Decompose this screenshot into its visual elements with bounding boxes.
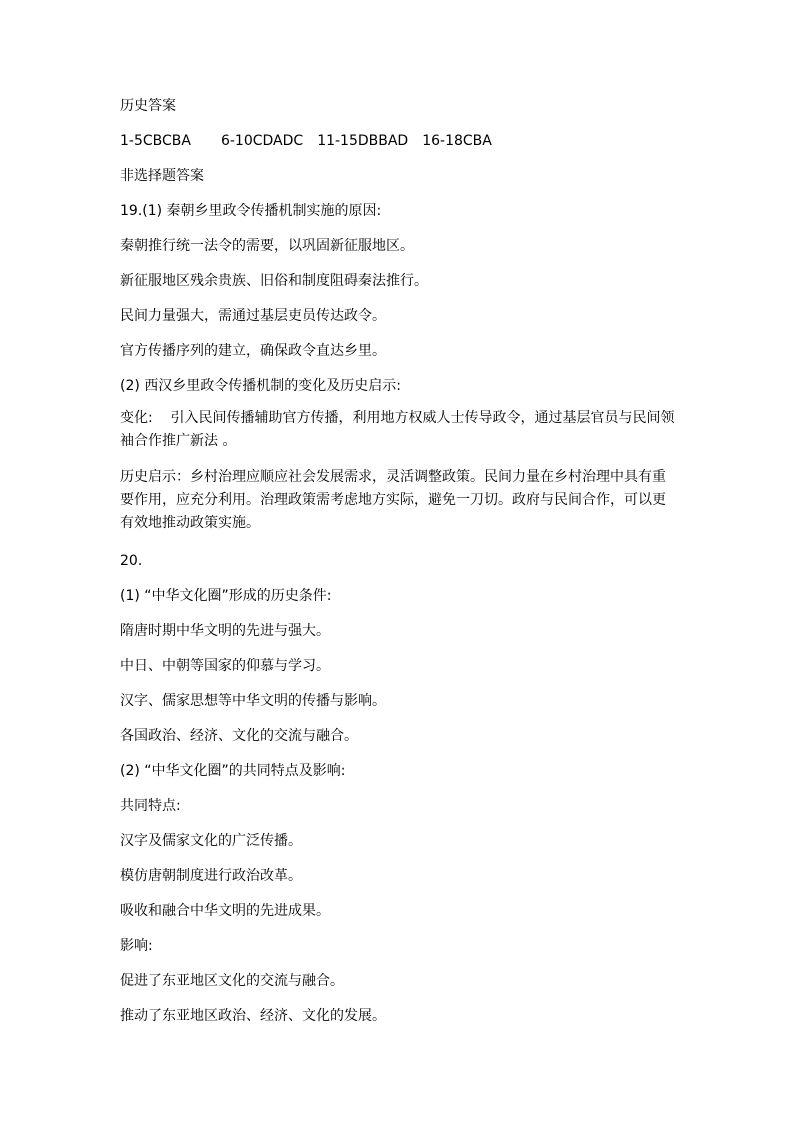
q20-part2-title: (2) “中华文化圈”的共同特点及影响: [120,763,346,779]
q20-impact-title: 影响: [120,938,153,954]
q19-part1-title: 19.(1) 秦朝乡里政令传播机制实施的原因: [120,203,382,219]
q20-feature-item: 吸收和融合中华文明的先进成果。 [120,903,330,919]
q20-features-title: 共同特点: [120,798,181,814]
non-choice-heading: 非选择题答案 [120,168,204,184]
answer-group-1: 1-5CBCBA [120,133,191,149]
answer-group-2: 6-10CDADC [220,133,304,149]
q19-insight-paragraph: 历史启示：乡村治理应顺应社会发展需求，灵活调整政策。民间力量在乡村治理中具有重要作用，应充分利用。治理政策需考虑地方实际，避免一刀切。政府与民间合作，可以更有效地推动政策实施。 [120,469,666,531]
q19-part1-item: 官方传播序列的建立，确保政令直达乡里。 [120,343,386,359]
q19-change-paragraph: 变化: 引入民间传播辅助官方传播，利用地方权威人士传导政令，通过基层官员与民间领袖合作推广新法 。 [120,410,675,449]
choice-answers [120,133,492,149]
q20-part1-title: (1) “中华文化圈”形成的历史条件: [120,588,332,604]
q20-part1-item: 各国政治、经济、文化的交流与融合。 [120,728,358,744]
q20-impact-item: 促进了东亚地区文化的交流与融合。 [120,973,344,989]
q20-part1-item: 中日、中朝等国家的仰慕与学习。 [120,658,330,674]
doc-title: 历史答案 [120,98,176,114]
answer-group-3: 11-15DBBAD [317,133,409,149]
q19-part1-item: 秦朝推行统一法令的需要，以巩固新征服地区。 [120,238,414,254]
answer-group-4: 16-18CBA [422,133,492,149]
q19-part2-title: (2) 西汉乡里政令传播机制的变化及历史启示: [120,378,401,394]
q20-feature-item: 汉字及儒家文化的广泛传播。 [120,833,302,849]
q19-part1-item: 新征服地区残余贵族、旧俗和制度阻碍秦法推行。 [120,273,428,289]
q19-part1-item: 民间力量强大，需通过基层吏员传达政令。 [120,308,386,324]
q20-part1-item: 隋唐时期中华文明的先进与强大。 [120,623,330,639]
q20-part1-item: 汉字、儒家思想等中华文明的传播与影响。 [120,693,386,709]
q20-impact-item: 推动了东亚地区政治、经济、文化的发展。 [120,1008,386,1024]
q20-number: 20. [120,553,143,569]
document-page [120,0,680,1123]
q20-feature-item: 模仿唐朝制度进行政治改革。 [120,868,302,884]
